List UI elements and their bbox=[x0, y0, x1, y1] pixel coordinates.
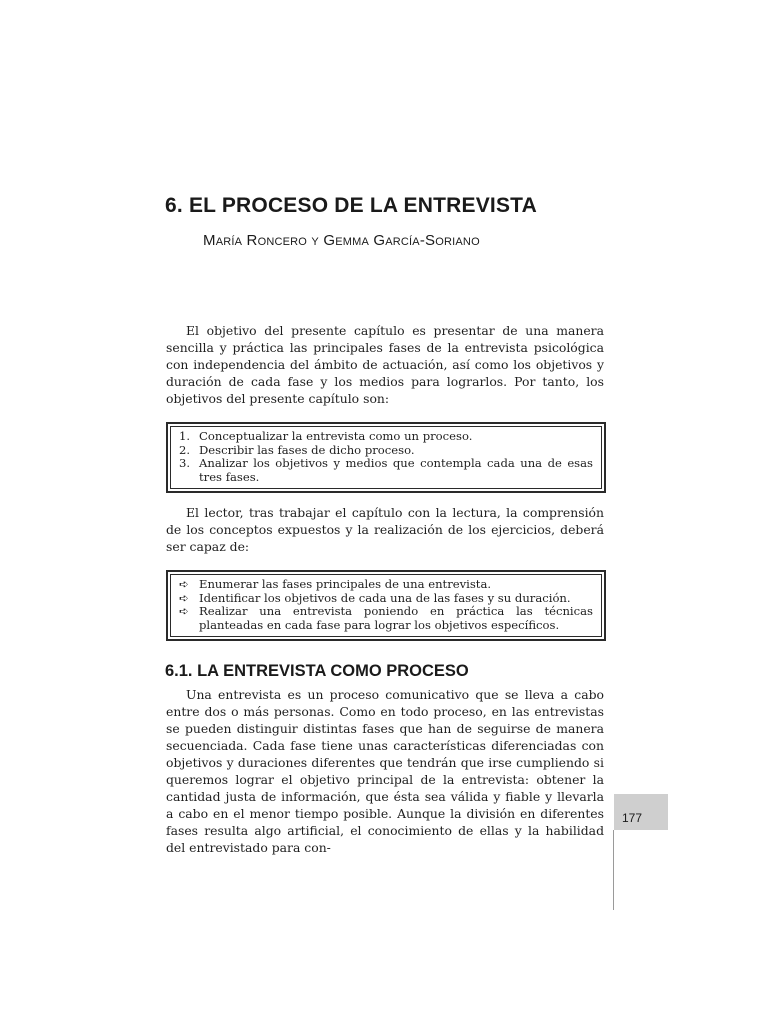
objective-number: 2. bbox=[179, 442, 191, 457]
reader-paragraph: El lector, tras trabajar el capítulo con la lectura, la comprensión de los conceptos expuestos y la realización de los ejercicios, deberá ser capaz de: bbox=[166, 505, 604, 554]
page-number: 177 bbox=[622, 811, 643, 825]
objective-item bbox=[179, 430, 593, 444]
objective-number: 1. bbox=[179, 429, 191, 443]
hollow-arrow-right-icon: ➪ bbox=[179, 590, 189, 605]
objective-item bbox=[179, 457, 593, 484]
objectives-box bbox=[166, 422, 606, 493]
goals-box bbox=[166, 570, 606, 641]
objective-text: Describir las fases de dicho proceso. bbox=[199, 442, 415, 457]
objective-text: Analizar los objetivos y medios que contempla cada una de esas tres fases. bbox=[199, 456, 593, 484]
objectives-list bbox=[179, 430, 593, 484]
goal-item bbox=[179, 592, 593, 606]
section-heading: 6.1. LA ENTREVISTA COMO PROCESO bbox=[165, 662, 469, 680]
section-paragraph: Una entrevista es un proceso comunicativo que se lleva a cabo entre dos o más personas. Como en todo proceso, en las entrevistas se pueden distinguir distintas fases que han de seguirse de manera secuenciada. Cada fase tiene unas características diferenciadas con objetivos y duraciones diferentes que tendrán que irse cumpliendo si queremos lograr el objetivo principal de la entrevista: obtener la cantidad justa de información, que ésta sea válida y fiable y llevarla a cabo en el menor tiempo posible. Aunque la división en diferentes fases resulta algo artificial, el conocimiento de ellas y la habilidad del entrevistado para con- bbox=[166, 687, 604, 855]
objectives-box-inner bbox=[170, 426, 602, 489]
goal-item bbox=[179, 605, 593, 632]
objective-number: 3. bbox=[179, 456, 191, 470]
objective-text: Conceptualizar la entrevista como un proceso. bbox=[199, 429, 473, 443]
goal-item bbox=[179, 578, 593, 592]
intro-paragraph: El objetivo del presente capítulo es presentar de una manera sencilla y práctica las principales fases de la entrevista psicológica con independencia del ámbito de actuación, así como los objetivos y duración de cada fase y los medios para lograrlos. Por tanto, los objetivos del presente capítulo son: bbox=[166, 323, 604, 406]
objective-item bbox=[179, 444, 593, 458]
hollow-arrow-right-icon: ➪ bbox=[179, 577, 189, 591]
goal-text: Realizar una entrevista poniendo en práctica las técnicas planteadas en cada fase para lograr los objetivos específicos. bbox=[199, 604, 593, 632]
goal-text: Enumerar las fases principales de una entrevista. bbox=[199, 577, 492, 591]
goals-box-inner bbox=[170, 574, 602, 637]
chapter-title: 6. EL PROCESO DE LA ENTREVISTA bbox=[165, 194, 538, 217]
goal-text: Identificar los objetivos de cada una de las fases y su duración. bbox=[199, 590, 571, 605]
chapter-authors: María Roncero y Gemma García-Soriano bbox=[203, 232, 480, 249]
hollow-arrow-right-icon: ➪ bbox=[179, 604, 189, 618]
margin-rule bbox=[613, 830, 614, 910]
goals-list bbox=[179, 578, 593, 632]
